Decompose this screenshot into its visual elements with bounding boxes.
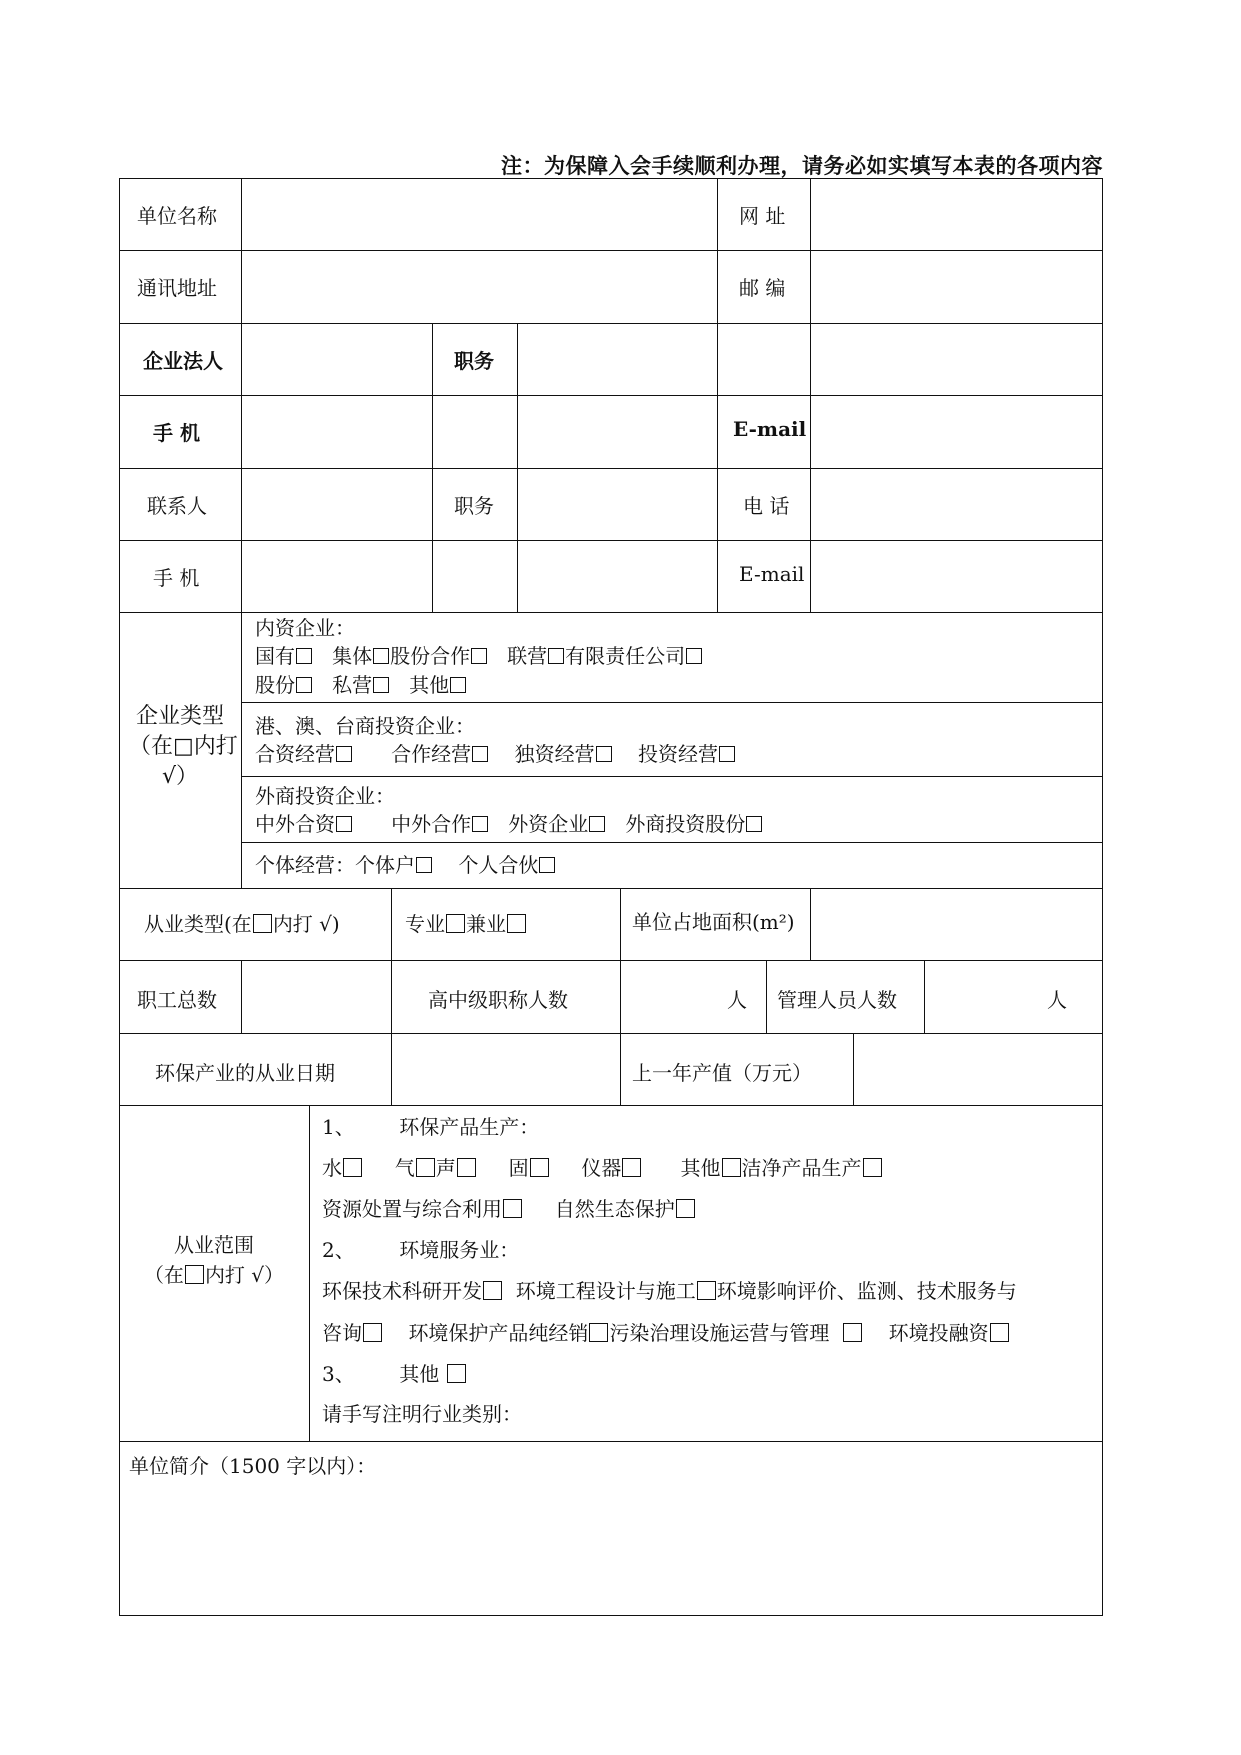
- legal-person-field[interactable]: [243, 325, 430, 393]
- industry-type-label-b: 内打 √): [272, 912, 340, 936]
- option-label: 洁净产品生产: [741, 1156, 862, 1180]
- scope-label: [119, 1230, 309, 1290]
- divider: [119, 468, 1103, 469]
- divider: [432, 323, 433, 612]
- divider: [119, 250, 1103, 251]
- contact-mobile-field[interactable]: [243, 542, 430, 610]
- env-start-date-field[interactable]: [393, 1035, 618, 1103]
- industry-type-options: [405, 910, 527, 938]
- phone-label: 电 话: [743, 494, 790, 518]
- divider: [241, 702, 1103, 703]
- option-label: 合资经营: [255, 742, 335, 766]
- option-label: 其他: [409, 673, 450, 697]
- phone-field[interactable]: [812, 470, 1101, 538]
- checkbox-sino-foreign-jv[interactable]: [336, 816, 352, 832]
- divider: [924, 960, 925, 1033]
- divider: [517, 323, 518, 612]
- checkbox-other-domestic[interactable]: [450, 677, 466, 693]
- intro-field[interactable]: [121, 1484, 1101, 1612]
- divider: [119, 612, 1103, 613]
- divider: [241, 776, 1103, 777]
- scope-label-line2a: （在: [143, 1263, 184, 1287]
- scope-s2-options-2: [322, 1319, 1010, 1347]
- option-label: 其他: [680, 1156, 721, 1180]
- option-label: 外商投资股份: [625, 812, 746, 836]
- legal-extra-field[interactable]: [812, 325, 1101, 393]
- divider: [119, 960, 1103, 961]
- hmt-options: [255, 740, 736, 768]
- checkbox-air[interactable]: [416, 1158, 435, 1177]
- postcode-label: 邮 编: [739, 276, 786, 300]
- address-field[interactable]: [243, 252, 715, 321]
- checkbox-other-products[interactable]: [722, 1158, 741, 1177]
- divider: [620, 888, 621, 1105]
- section-title: 其他: [399, 1362, 440, 1386]
- checkbox-jointly-operated[interactable]: [548, 648, 564, 664]
- option-label: 个体户: [355, 853, 415, 877]
- checkbox-foreign-owned[interactable]: [589, 816, 605, 832]
- checkbox-engineering[interactable]: [697, 1281, 716, 1300]
- divider: [241, 842, 1103, 843]
- option-label: 个人合伙: [458, 853, 539, 877]
- postcode-field[interactable]: [812, 252, 1101, 321]
- checkbox-llc[interactable]: [686, 648, 702, 664]
- option-label: 自然生态保护: [554, 1197, 675, 1221]
- divider: [309, 1105, 310, 1441]
- legal-position-label: 职务: [454, 349, 494, 373]
- checkbox-individual-household[interactable]: [416, 857, 432, 873]
- section-number: 1、: [322, 1115, 355, 1139]
- option-label: 外资企业: [508, 812, 589, 836]
- scope-s2-options: [322, 1277, 1017, 1305]
- hmt-title: 港、澳、台商投资企业：: [255, 714, 475, 738]
- legal-person-label: 企业法人: [143, 349, 223, 373]
- divider: [241, 960, 242, 1033]
- staff-total-field[interactable]: [243, 962, 389, 1031]
- checkbox-part-time[interactable]: [507, 914, 526, 933]
- checkbox-hmt-investment[interactable]: [719, 746, 735, 762]
- option-label: 仪器: [581, 1156, 622, 1180]
- option-label: 污染治理设施运营与管理: [609, 1321, 830, 1345]
- membership-form: [119, 178, 1103, 1616]
- checkbox-facility-operation[interactable]: [843, 1323, 862, 1342]
- divider: [119, 1033, 1103, 1034]
- checkbox-professional[interactable]: [446, 914, 465, 933]
- staff-total-label: 职工总数: [137, 988, 217, 1012]
- checkbox-collective[interactable]: [373, 648, 389, 664]
- managers-field[interactable]: [926, 962, 1101, 1031]
- option-label: 专业: [405, 912, 445, 936]
- checkbox-other-scope[interactable]: [447, 1364, 466, 1383]
- scope-s1-options: [322, 1154, 883, 1182]
- scope-s1-options-2: [322, 1195, 696, 1223]
- divider: [391, 888, 392, 1105]
- option-label: 股份合作: [390, 644, 471, 668]
- scope-section-2: [322, 1236, 519, 1264]
- checkbox-env-finance[interactable]: [990, 1323, 1009, 1342]
- section-title: 环保产品生产：: [399, 1115, 540, 1139]
- checkbox-private[interactable]: [373, 677, 389, 693]
- contact-mobile-label: 手 机: [153, 566, 200, 590]
- checkbox-sino-foreign-coop[interactable]: [472, 816, 488, 832]
- option-label: 独资经营: [514, 742, 595, 766]
- checkbox-ecological-protection[interactable]: [676, 1199, 695, 1218]
- checkbox-eia-consulting[interactable]: [363, 1323, 382, 1342]
- unit-name-label: 单位名称: [137, 204, 217, 228]
- checkbox-state-owned[interactable]: [296, 648, 312, 664]
- checkbox-instruments[interactable]: [622, 1158, 641, 1177]
- legal-mobile-label: 手 机: [153, 421, 200, 445]
- option-label: 兼业: [466, 912, 506, 936]
- industry-type-label-a: 从业类型(在: [144, 912, 252, 936]
- legal-mobile-extra-field[interactable]: [434, 397, 515, 466]
- option-label: 有限责任公司: [565, 644, 686, 668]
- option-label: 集体: [332, 644, 373, 668]
- individual-label: 个体经营：: [255, 853, 355, 877]
- scope-label-line1: 从业范围: [174, 1233, 254, 1257]
- unit-name-field[interactable]: [243, 180, 715, 248]
- legal-mobile-field[interactable]: [243, 397, 430, 466]
- foreign-options: [255, 810, 763, 838]
- divider: [717, 178, 718, 612]
- checkbox-joint-stock-coop[interactable]: [471, 648, 487, 664]
- option-label: 环保技术科研开发: [322, 1279, 482, 1303]
- option-label: 水: [322, 1156, 342, 1180]
- option-label: 私营: [332, 673, 373, 697]
- checkbox-solid[interactable]: [530, 1158, 549, 1177]
- option-label: 声: [435, 1156, 456, 1180]
- last-output-label: 上一年产值（万元）: [632, 1061, 812, 1085]
- contact-position-label: 职务: [454, 494, 494, 518]
- area-label: 单位占地面积(m²): [632, 910, 795, 934]
- legal-email-field[interactable]: [812, 397, 1101, 466]
- option-label: 中外合资: [255, 812, 335, 836]
- checkbox-hmt-coop-jv[interactable]: [472, 746, 488, 762]
- legal-mobile-extra-field-2[interactable]: [519, 397, 715, 466]
- option-label: 股份: [255, 673, 295, 697]
- section-number: 3、: [322, 1362, 355, 1386]
- option-label: 环境投融资: [888, 1321, 989, 1345]
- area-field[interactable]: [812, 890, 1101, 958]
- website-field[interactable]: [812, 180, 1101, 248]
- checkbox-sample-icon: [253, 914, 272, 933]
- divider: [119, 323, 1103, 324]
- option-label: 环境工程设计与施工: [515, 1279, 696, 1303]
- contact-mobile-extra-field[interactable]: [434, 542, 515, 610]
- divider: [119, 540, 1103, 541]
- individual-options: [255, 851, 556, 879]
- scope-label-line2b: 内打 √）: [204, 1263, 285, 1287]
- senior-title-unit: 人: [727, 988, 747, 1012]
- checkbox-joint-stock[interactable]: [296, 677, 312, 693]
- intro-label: 单位简介（1500 字以内）：: [129, 1454, 377, 1478]
- managers-unit: 人: [1047, 988, 1067, 1012]
- senior-title-label: 高中级职称人数: [428, 988, 568, 1012]
- section-number: 2、: [322, 1238, 355, 1262]
- checkbox-product-distribution[interactable]: [589, 1323, 608, 1342]
- divider: [119, 1441, 1103, 1442]
- domestic-title: 内资企业：: [255, 616, 355, 640]
- enterprise-type-label-line1: 企业类型: [135, 704, 224, 729]
- divider: [810, 888, 811, 960]
- option-label: 气: [394, 1156, 415, 1180]
- industry-type-label: [144, 910, 340, 938]
- option-label: 投资经营: [638, 742, 719, 766]
- option-label: 环境影响评价、监测、技术服务与: [716, 1279, 1017, 1303]
- option-label: 国有: [255, 644, 295, 668]
- checkbox-water[interactable]: [343, 1158, 362, 1177]
- legal-position-field[interactable]: [519, 325, 715, 393]
- address-label: 通讯地址: [137, 276, 217, 300]
- legal-blank-field[interactable]: [719, 325, 808, 393]
- handwrite-note: 请手写注明行业类别：: [322, 1402, 522, 1426]
- scope-section-1: [322, 1113, 539, 1141]
- option-label: 环境保护产品纯经销: [408, 1321, 589, 1345]
- contact-mobile-extra-field-2[interactable]: [519, 542, 715, 610]
- enterprise-type-label: [119, 702, 241, 792]
- checkbox-sample-icon: [185, 1265, 204, 1284]
- env-start-date-label: 环保产业的从业日期: [155, 1061, 335, 1085]
- contact-email-label: E-mail: [739, 562, 805, 586]
- managers-label: 管理人员人数: [777, 988, 897, 1012]
- domestic-options-1: [255, 642, 703, 670]
- divider: [119, 1105, 1103, 1106]
- checkbox-clean-products[interactable]: [863, 1158, 882, 1177]
- checkbox-hmt-sole[interactable]: [596, 746, 612, 762]
- scope-label-line2: [119, 1260, 309, 1290]
- divider: [810, 178, 811, 612]
- contact-position-field[interactable]: [519, 470, 715, 538]
- section-title: 环境服务业：: [399, 1238, 520, 1262]
- checkbox-noise[interactable]: [457, 1158, 476, 1177]
- contact-email-field[interactable]: [812, 542, 1101, 610]
- divider: [766, 960, 767, 1033]
- divider: [853, 1033, 854, 1105]
- checkbox-individual-partnership[interactable]: [539, 857, 555, 873]
- enterprise-type-label-line2: （在□内打: [129, 734, 238, 759]
- option-label: 资源处置与综合利用: [322, 1197, 502, 1221]
- form-note: 注：为保障入会手续顺利办理，请务必如实填写本表的各项内容: [501, 153, 1103, 178]
- option-label: 合作经营: [391, 742, 472, 766]
- contact-field[interactable]: [243, 470, 430, 538]
- website-label: 网 址: [739, 204, 786, 228]
- checkbox-hmt-equity-jv[interactable]: [336, 746, 352, 762]
- checkbox-foreign-joint-stock[interactable]: [746, 816, 762, 832]
- scope-section-3: [322, 1360, 467, 1388]
- divider: [119, 395, 1103, 396]
- checkbox-resource-utilization[interactable]: [503, 1199, 522, 1218]
- foreign-title: 外商投资企业：: [255, 784, 395, 808]
- legal-email-label: E-mail: [733, 417, 807, 441]
- divider: [119, 888, 1103, 889]
- contact-label: 联系人: [147, 494, 207, 518]
- option-label: 联营: [507, 644, 548, 668]
- option-label: 中外合作: [391, 812, 472, 836]
- divider: [241, 178, 242, 888]
- checkbox-tech-rnd[interactable]: [483, 1281, 502, 1300]
- domestic-options-2: [255, 671, 467, 699]
- last-output-field[interactable]: [855, 1035, 1101, 1103]
- option-label: 固: [508, 1156, 529, 1180]
- industry-category-field[interactable]: [589, 1398, 1099, 1436]
- enterprise-type-label-line3: √）: [161, 764, 199, 789]
- option-label: 咨询: [322, 1321, 362, 1345]
